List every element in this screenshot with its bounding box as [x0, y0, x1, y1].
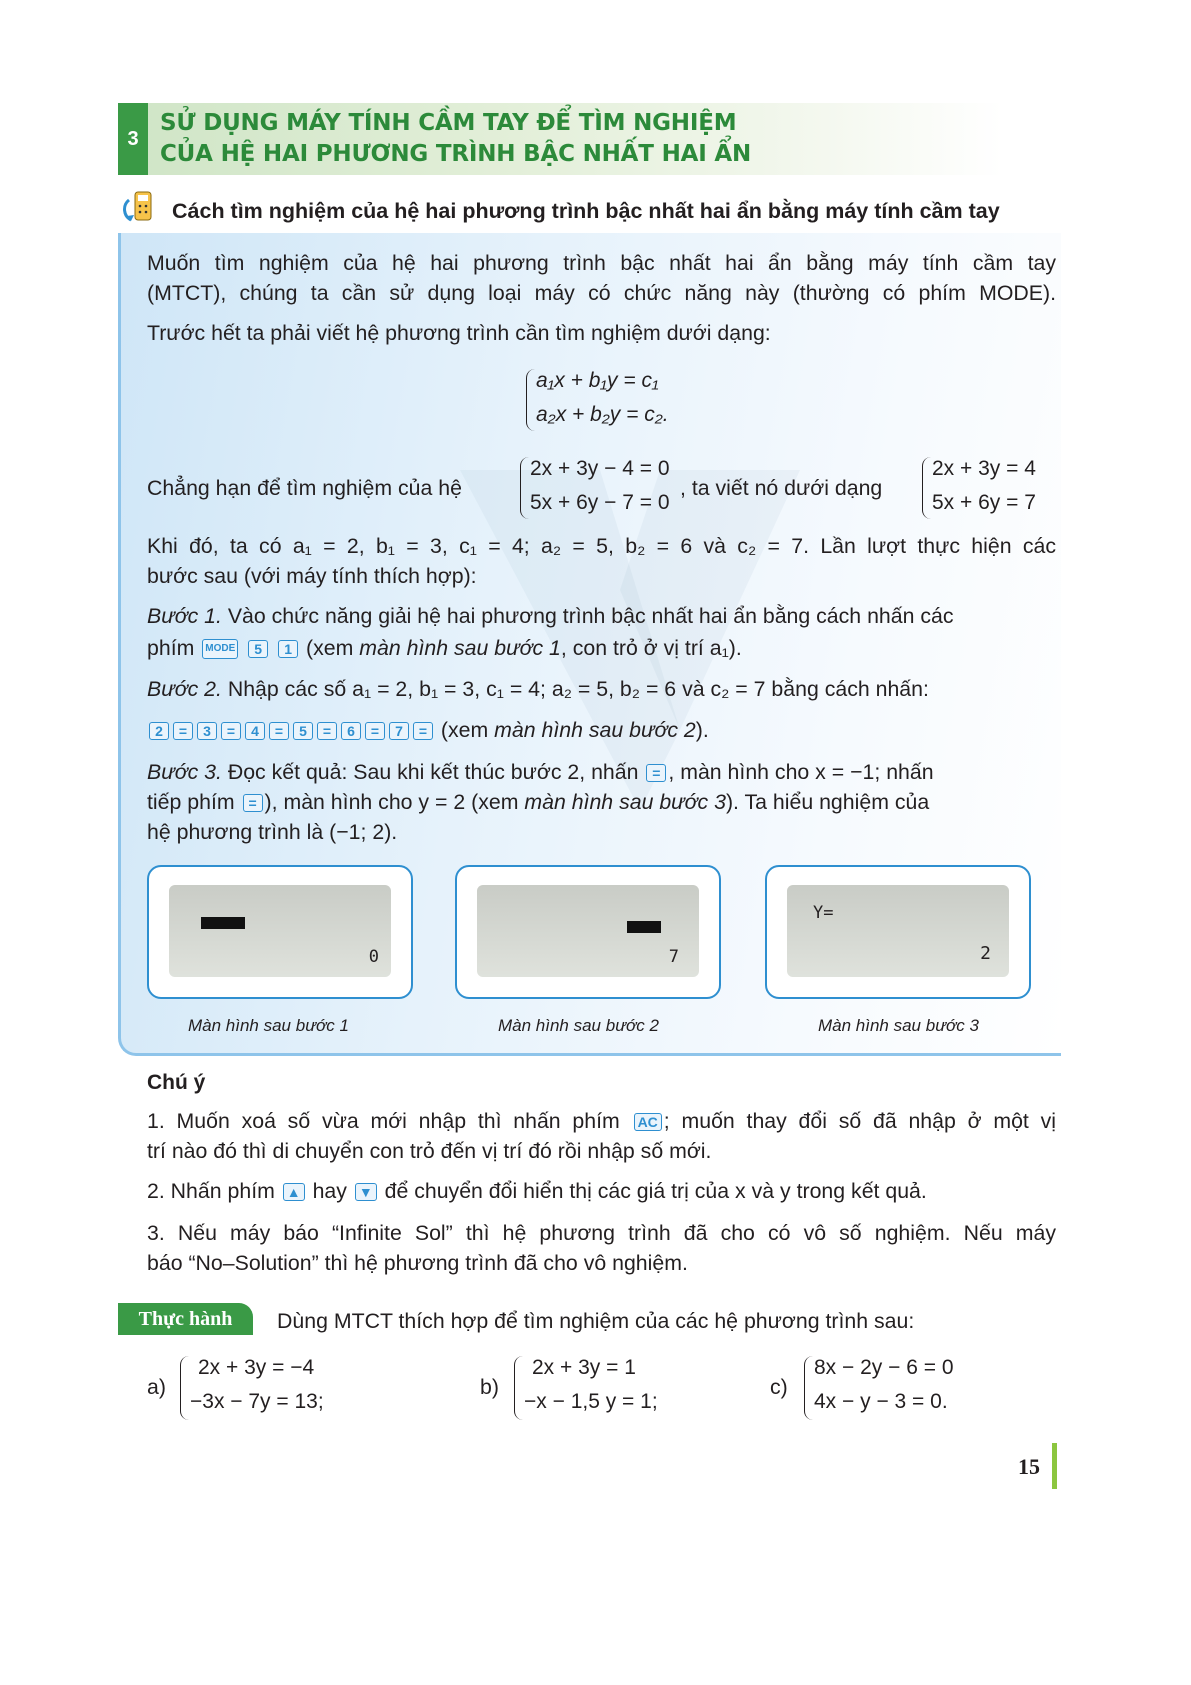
- screen3-value: 2: [980, 943, 991, 964]
- note2-c: để chuyển đổi hiển thị các giá trị của x và y trong kết quả.: [384, 1179, 927, 1203]
- key-5: 5: [248, 640, 268, 658]
- note2-b: hay: [312, 1179, 347, 1203]
- section-title-line1: SỬ DỤNG MÁY TÍNH CẦM TAY ĐỂ TÌM NGHIỆM: [160, 110, 737, 136]
- key-4: 4: [245, 722, 265, 740]
- practice-c-eq1: 8x − 2y − 6 = 0: [814, 1356, 954, 1379]
- key-equals: =: [365, 722, 385, 740]
- page-number-bar: [1052, 1443, 1057, 1489]
- coef-line2: bước sau (với máy tính thích hợp):: [147, 564, 477, 588]
- practice-c-system: [800, 1352, 1000, 1424]
- arrow-up-key: ▲: [283, 1183, 305, 1201]
- step3-text-a: Đọc kết quả: Sau khi kết thúc bước 2, nhấn: [221, 760, 639, 784]
- practice-b-eq1: 2x + 3y = 1: [532, 1356, 636, 1379]
- example-mid: , ta viết nó dưới dạng: [680, 476, 883, 500]
- step1-end: , con trỏ ở vị trí a₁).: [560, 636, 742, 660]
- step2-end: ).: [695, 718, 709, 742]
- mode-key: MODE: [202, 639, 238, 659]
- note3-line1: 3. Nếu máy báo “Infinite Sol” thì hệ phương trình đã cho có vô số nghiệm. Nếu máy: [147, 1221, 1056, 1245]
- practice-a-eq1: 2x + 3y = −4: [198, 1356, 315, 1379]
- practice-a-system: [176, 1352, 376, 1424]
- screen1-value: 0: [368, 947, 379, 967]
- general-eq1: a₁x + b₁y = c₁: [536, 369, 659, 392]
- para1-line2: (MTCT), chúng ta cần sử dụng loại máy có chức năng này (thường có phím MODE).: [147, 281, 1056, 305]
- step2-line1: [147, 674, 929, 704]
- key-equals: =: [243, 794, 263, 812]
- key-equals: =: [173, 722, 193, 740]
- section-title: [160, 108, 751, 170]
- notes-title: Chú ý: [147, 1071, 206, 1094]
- key-2: 2: [149, 722, 169, 740]
- para1-line1: Muốn tìm nghiệm của hệ hai phương trình bậc nhất hai ẩn bằng máy tính cầm tay: [147, 251, 1056, 275]
- screen2-matrix: [627, 917, 661, 935]
- arrow-down-key: ▼: [355, 1183, 377, 1201]
- example-pre: Chẳng hạn để tìm nghiệm của hệ: [147, 476, 462, 500]
- example-eq2: 5x + 6y − 7 = 0: [530, 491, 670, 514]
- note2: [147, 1176, 927, 1206]
- step3-italic: màn hình sau bước 3: [524, 790, 726, 814]
- example-form2: 5x + 6y = 7: [932, 491, 1036, 514]
- step2-text: Nhập các số a₁ = 2, b₁ = 3, c₁ = 4; a₂ = 5, b₂ = 6 và c₂ = 7 bằng cách nhấn:: [221, 677, 929, 701]
- general-eq2: a₂x + b₂y = c₂.: [536, 403, 669, 426]
- practice-c-eq2: 4x − y − 3 = 0.: [814, 1390, 948, 1413]
- caption-3: Màn hình sau bước 3: [818, 1016, 979, 1035]
- section-title-line2: CỦA HỆ HAI PHƯƠNG TRÌNH BẬC NHẤT HAI ẨN: [160, 141, 752, 167]
- step1-italic: màn hình sau bước 1: [359, 636, 561, 660]
- screen1-matrix: [201, 913, 245, 931]
- step3-label: Bước 3.: [147, 760, 222, 784]
- step1-line2: [147, 633, 742, 663]
- note2-a: 2. Nhấn phím: [147, 1179, 275, 1203]
- step2-italic: màn hình sau bước 2: [494, 718, 696, 742]
- key-equals: =: [413, 722, 433, 740]
- example-form1: 2x + 3y = 4: [932, 457, 1036, 480]
- practice-c-label: c): [770, 1375, 788, 1399]
- calc-screen-1: [147, 865, 413, 999]
- step1-pre: phím: [147, 636, 195, 660]
- example-eq1: 2x + 3y − 4 = 0: [530, 457, 670, 480]
- ac-key: AC: [634, 1113, 662, 1131]
- practice-b-eq2: −x − 1,5 y = 1;: [524, 1390, 658, 1413]
- key-equals: =: [317, 722, 337, 740]
- practice-a-eq2: −3x − 7y = 13;: [190, 1390, 324, 1413]
- para2: Trước hết ta phải viết hệ phương trình cần tìm nghiệm dưới dạng:: [147, 321, 771, 345]
- note1-text-b: ; muốn thay đổi số đã nhập ở một vị: [663, 1109, 1057, 1133]
- note1-line2: trí nào đó thì di chuyển con trỏ đến vị trí đó rồi nhập số mới.: [147, 1139, 712, 1163]
- key-3: 3: [197, 722, 217, 740]
- step3-line2: [147, 787, 1056, 817]
- practice-b-label: b): [480, 1375, 499, 1399]
- caption-1: Màn hình sau bước 1: [188, 1016, 349, 1035]
- step3-line2-c: ). Ta hiểu nghiệm của: [725, 790, 930, 814]
- step2-post: (xem: [440, 718, 495, 742]
- page-number: 15: [1018, 1454, 1040, 1479]
- note1-text-a: 1. Muốn xoá số vừa mới nhập thì nhấn phím: [147, 1109, 620, 1133]
- step3-line2-a: tiếp phím: [147, 790, 235, 814]
- calculator-icon: [121, 190, 163, 226]
- step3-line2-b: ), màn hình cho y = 2 (xem: [264, 790, 525, 814]
- step1-line1: [147, 601, 1056, 631]
- practice-prompt: Dùng MTCT thích hợp để tìm nghiệm của các hệ phương trình sau:: [277, 1309, 915, 1333]
- note3-line2: báo “No–Solution” thì hệ phương trình đã cho vô nghiệm.: [147, 1251, 688, 1275]
- step2-label: Bước 2.: [147, 677, 222, 701]
- key-5: 5: [293, 722, 313, 740]
- section-number: 3: [118, 103, 148, 175]
- calc-screen-2: [455, 865, 721, 999]
- step2-line2: [147, 715, 709, 745]
- practice-tag: Thực hành: [118, 1303, 253, 1335]
- step3-line3: hệ phương trình là (−1; 2).: [147, 820, 398, 844]
- key-equals: =: [221, 722, 241, 740]
- caption-2: Màn hình sau bước 2: [498, 1016, 659, 1035]
- coef-line1: Khi đó, ta có a₁ = 2, b₁ = 3, c₁ = 4; a₂ = 5, b₂ = 6 và c₂ = 7. Lần lượt thực hiện các: [147, 534, 1056, 558]
- key-1: 1: [278, 640, 298, 658]
- step1-text: Vào chức năng giải hệ hai phương trình bậc nhất hai ẩn bằng cách nhấn các: [221, 604, 954, 628]
- key-6: 6: [341, 722, 361, 740]
- practice-a-label: a): [147, 1375, 166, 1399]
- key-7: 7: [389, 722, 409, 740]
- practice-b-system: [510, 1352, 710, 1424]
- example-system: [516, 453, 686, 523]
- screen2-value: 7: [668, 947, 679, 967]
- step1-label: Bước 1.: [147, 604, 222, 628]
- general-system: [522, 365, 692, 435]
- screen3-text: Y=: [813, 903, 834, 923]
- step3-line1: [147, 757, 1056, 787]
- example-form-system: [918, 453, 1058, 523]
- box-heading: Cách tìm nghiệm của hệ hai phương trình bậc nhất hai ẩn bằng máy tính cầm tay: [172, 199, 1000, 223]
- step3-text-b: , màn hình cho x = −1; nhấn: [668, 760, 934, 784]
- key-equals: =: [269, 722, 289, 740]
- step1-post: (xem: [306, 636, 360, 660]
- note1-line1: [147, 1106, 1056, 1136]
- calc-screen-3: [765, 865, 1031, 999]
- key-equals: =: [646, 764, 666, 782]
